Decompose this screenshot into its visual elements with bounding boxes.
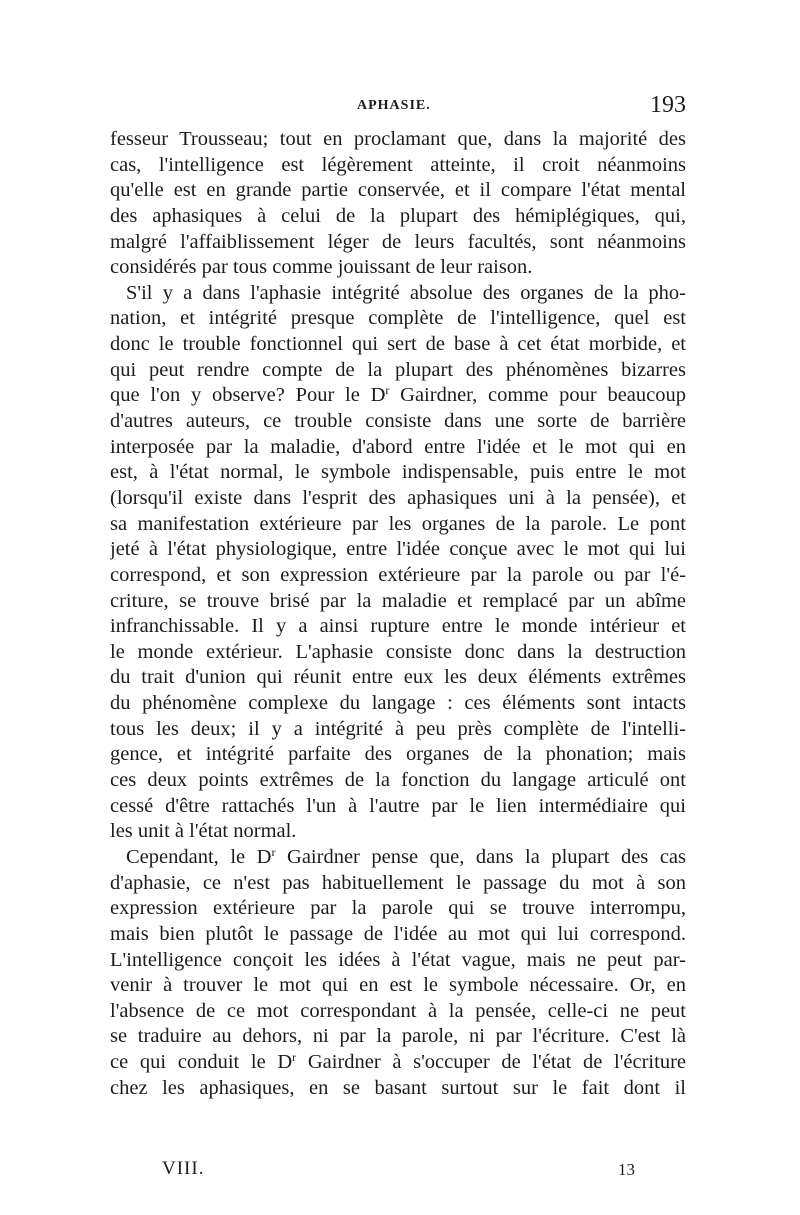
text-line: des aphasiques à celui de la plupart des hémiplégiques, qui,: [110, 204, 686, 227]
text-line-with-sup: [110, 383, 686, 409]
text-line: venir à trouver le mot qui en est le symbole nécessaire. Or, en: [110, 974, 686, 997]
body-text: [110, 127, 686, 1101]
text-line: gence, et intégrité parfaite des organes de la phonation; mais: [110, 743, 686, 766]
sheet-number: 13: [618, 1160, 635, 1179]
text-line: sa manifestation extérieure par les organes de la parole. Le pont: [110, 512, 686, 535]
text-line: les unit à l'état normal.: [110, 820, 297, 843]
text-line: mais bien plutôt le passage de l'idée au mot qui lui correspond.: [110, 922, 686, 945]
line-end: Gairdner à s'occuper de l'état de l'écriture: [307, 1051, 686, 1074]
text-line: expression extérieure par la parole qui se trouve interrompu,: [110, 897, 686, 920]
line-end: Gairdner, comme pour beaucoup: [400, 384, 686, 407]
line-start: Cependant, le: [126, 845, 246, 868]
text-line-with-sup: [110, 845, 686, 871]
text-line: donc le trouble fonctionnel qui sert de base à cet état morbide, et: [110, 333, 686, 356]
text-line-with-sup: [110, 1050, 686, 1076]
page-footer: [110, 1158, 686, 1186]
text-line: interposée par la maladie, d'abord entre l'idée et le mot qui en: [110, 435, 686, 458]
text-line: correspond, et son expression extérieure par la parole ou par l'é-: [110, 563, 686, 586]
text-line: jeté à l'état physiologique, entre l'idée conçue avec le mot qui lui: [110, 538, 686, 561]
text-line: S'il y a dans l'aphasie intégrité absolue des organes de la pho-: [126, 281, 686, 304]
text-line: tous les deux; il y a intégrité à peu près complète de l'intelli-: [110, 717, 686, 740]
dr-abbrev: D: [370, 384, 386, 407]
text-line: infranchissable. Il y a ainsi rupture entre le monde intérieur et: [110, 615, 686, 638]
text-line: ces deux points extrêmes de la fonction du langage articulé ont: [110, 769, 686, 792]
dr-sup: r: [385, 383, 390, 398]
text-line: fesseur Trousseau; tout en proclamant que, dans la majorité des: [110, 128, 686, 150]
text-line: l'absence de ce mot correspondant à la pensée, celle-ci ne peut: [110, 999, 686, 1022]
text-line: du trait d'union qui réunit entre eux les deux éléments extrêmes: [110, 666, 686, 689]
text-line: cas, l'intelligence est légèrement atteinte, il croit néanmoins: [110, 153, 686, 176]
text-line: considérés par tous comme jouissant de leur raison.: [110, 256, 533, 279]
text-line: est, à l'état normal, le symbole indispensable, puis entre le mot: [110, 461, 686, 484]
signature-mark: VIII.: [162, 1158, 205, 1179]
text-line: qu'elle est en grande partie conservée, et il compare l'état mental: [110, 179, 686, 202]
line-start: ce qui conduit le: [110, 1051, 266, 1074]
dr-abbrev: D: [256, 845, 272, 868]
text-line: le monde extérieur. L'aphasie consiste donc dans la destruction: [110, 640, 686, 663]
line-start: que l'on y observe? Pour le: [110, 384, 360, 407]
text-line: chez les aphasiques, en se basant surtout sur le fait dont il: [110, 1076, 686, 1099]
dr-sup: r: [292, 1050, 297, 1065]
text-line: d'aphasie, ce n'est pas habituellement le passage du mot à son: [110, 871, 686, 894]
text-line: (lorsqu'il existe dans l'esprit des aphasiques uni à la pensée), et: [110, 486, 686, 509]
page-number: 193: [650, 92, 686, 118]
text-line: nation, et intégrité presque complète de l'intelligence, quel est: [110, 307, 686, 330]
text-line: qui peut rendre compte de la plupart des phénomènes bizarres: [110, 358, 686, 381]
running-title: APHASIE.: [357, 98, 431, 113]
running-head: [110, 92, 686, 122]
text-line: malgré l'affaiblissement léger de leurs facultés, sont néanmoins: [110, 230, 686, 253]
text-line: L'intelligence conçoit les idées à l'état vague, mais ne peut par-: [110, 948, 686, 971]
text-line: du phénomène complexe du langage : ces éléments sont intacts: [110, 692, 686, 715]
dr-sup: r: [271, 844, 276, 859]
text-line: criture, se trouve brisé par la maladie et remplacé par un abîme: [110, 589, 686, 612]
text-line: se traduire au dehors, ni par la parole, ni par l'écriture. C'est là: [110, 1025, 686, 1048]
text-line: d'autres auteurs, ce trouble consiste dans une sorte de barrière: [110, 410, 686, 433]
line-end: Gairdner pense que, dans la plupart des cas: [287, 845, 686, 868]
text-line: cessé d'être rattachés l'un à l'autre par le lien intermédiaire qui: [110, 794, 686, 817]
dr-abbrev: D: [277, 1051, 293, 1074]
